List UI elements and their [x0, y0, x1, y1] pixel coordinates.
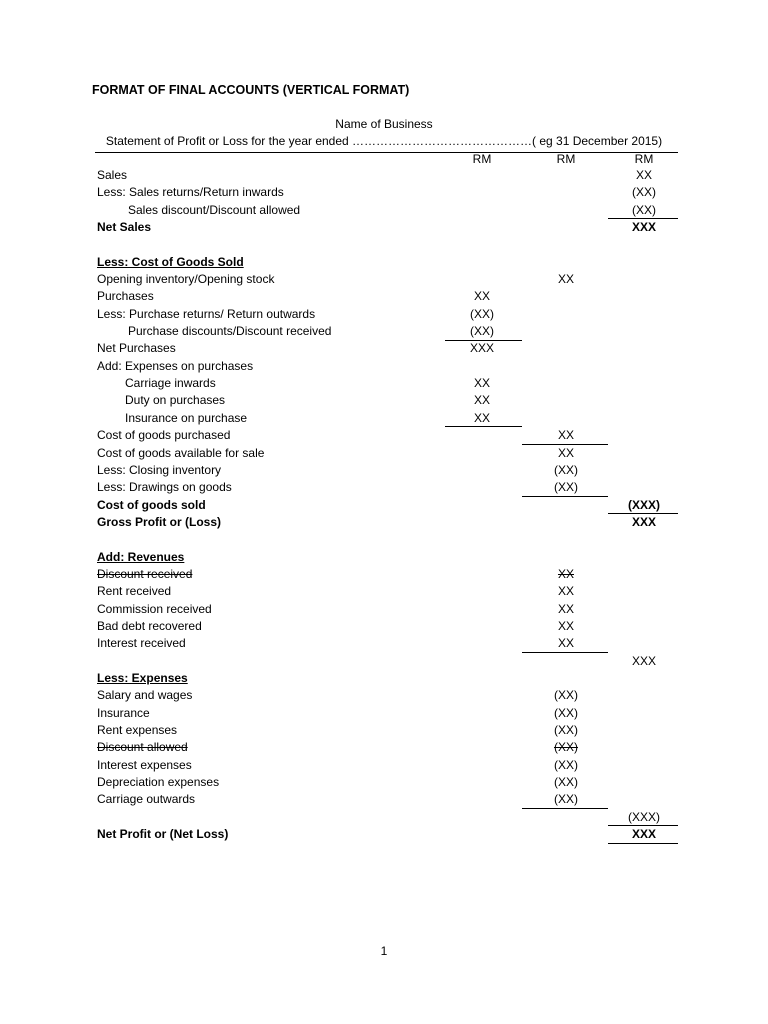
statement-row [0, 531, 768, 548]
statement-row [0, 427, 768, 444]
row-label: Cost of goods sold [97, 497, 206, 512]
statement-row [0, 167, 768, 184]
amount-col-1: XXX [469, 341, 494, 356]
statement-row [0, 271, 768, 288]
statement-row [0, 254, 768, 271]
amount-col-2: XX [557, 428, 574, 443]
statement-row [0, 497, 768, 514]
statement-row [0, 757, 768, 774]
row-label: Less: Closing inventory [97, 462, 222, 477]
row-label: Discount allowed [97, 740, 188, 755]
row-label: Less: Purchase returns/ Return outwards [97, 306, 316, 321]
amount-col-3: XXX [631, 827, 656, 842]
row-label: Sales [97, 168, 128, 182]
amount-col-1: XX [473, 410, 490, 425]
row-label: Net Profit or (Net Loss) [97, 827, 229, 842]
statement-row [0, 236, 768, 253]
row-label: Bad debt recovered [97, 618, 202, 633]
amount-col-3: XXX [631, 514, 656, 529]
statement-row [0, 670, 768, 687]
row-label: Depreciation expenses [97, 775, 220, 790]
statement-row [0, 826, 768, 843]
amount-col-3: (XXX) [627, 809, 660, 824]
statement-row [0, 410, 768, 427]
statement-row [0, 809, 768, 826]
amount-col-1: XX [473, 393, 490, 408]
amount-col-2: XX [557, 636, 574, 651]
statement-row [0, 288, 768, 305]
amount-col-1: XX [473, 289, 490, 304]
column-header-rm-3: RM [634, 152, 654, 166]
statement-row [0, 323, 768, 340]
row-label: Less: Sales returns/Return inwards [97, 185, 284, 200]
amount-col-2: (XX) [554, 462, 578, 477]
statement-row [0, 462, 768, 479]
row-label: Discount received [97, 566, 193, 581]
statement-row [0, 306, 768, 323]
statement-row [0, 739, 768, 756]
row-label: Cost of goods available for sale [97, 445, 265, 460]
amount-col-2: XX [557, 272, 574, 287]
row-label: Add: Expenses on purchases [97, 358, 254, 373]
row-label: Carriage inwards [125, 376, 216, 391]
row-label: Rent received [97, 584, 172, 599]
statement-row [0, 653, 768, 670]
row-label: Interest received [97, 636, 186, 651]
statement-row [0, 774, 768, 791]
row-label: Less: Drawings on goods [97, 480, 232, 495]
amount-col-2: (XX) [554, 775, 578, 790]
row-label: Sales discount/Discount allowed [128, 202, 301, 217]
amount-col-2: (XX) [554, 688, 578, 703]
column-header-rm-1: RM [472, 152, 492, 166]
row-label: Insurance [97, 705, 150, 720]
row-label: Net Purchases [97, 341, 176, 356]
row-label: Opening inventory/Opening stock [97, 272, 275, 287]
header-rule [95, 152, 678, 153]
statement-row [0, 549, 768, 566]
statement-row [0, 601, 768, 618]
amount-col-3: (XX) [632, 202, 656, 217]
amount-col-1: (XX) [470, 306, 494, 321]
statement-rows [0, 167, 768, 843]
statement-row [0, 375, 768, 392]
amount-col-3: (XXX) [627, 497, 660, 512]
row-label: Purchase discounts/Discount received [128, 324, 332, 339]
row-label: Duty on purchases [125, 393, 226, 408]
statement-row [0, 392, 768, 409]
column-header-rm-2: RM [556, 152, 576, 166]
statement-row [0, 219, 768, 236]
row-label: Interest expenses [97, 757, 192, 772]
statement-row [0, 566, 768, 583]
amount-col-2: (XX) [554, 792, 578, 807]
statement-row [0, 705, 768, 722]
row-label: Purchases [97, 289, 154, 304]
statement-row [0, 687, 768, 704]
row-label: Salary and wages [97, 688, 193, 703]
statement-row [0, 358, 768, 375]
statement-row [0, 722, 768, 739]
row-label: Rent expenses [97, 723, 178, 737]
amount-col-2: (XX) [554, 480, 578, 495]
row-label: Less: Cost of Goods Sold [97, 254, 244, 269]
amount-col-3: (XX) [632, 185, 656, 200]
statement-row [0, 479, 768, 496]
amount-col-1: (XX) [470, 324, 494, 339]
statement-row [0, 514, 768, 531]
statement-row [0, 184, 768, 201]
amount-col-2: (XX) [554, 740, 578, 755]
statement-row [0, 583, 768, 600]
row-label: Insurance on purchase [125, 410, 248, 425]
amount-col-2: XX [557, 601, 574, 616]
row-label: Cost of goods purchased [97, 428, 231, 443]
amount-col-2: XX [557, 566, 574, 581]
statement-row [0, 635, 768, 652]
amount-col-2: XX [557, 445, 574, 460]
statement-title: Statement of Profit or Loss for the year ended ………………………………………( eg 31 December 2015) [105, 134, 663, 148]
statement-row [0, 202, 768, 219]
row-label: Carriage outwards [97, 792, 196, 807]
subtotal-rule [608, 843, 678, 844]
amount-col-2: XX [557, 618, 574, 633]
amount-col-1: XX [473, 376, 490, 391]
statement-row [0, 618, 768, 635]
row-label: Commission received [97, 601, 212, 616]
row-label: Gross Profit or (Loss) [97, 514, 222, 529]
amount-col-3: XXX [631, 220, 656, 235]
amount-col-2: (XX) [554, 723, 578, 737]
document-title: FORMAT OF FINAL ACCOUNTS (VERTICAL FORMAT) [92, 83, 410, 97]
row-label: Add: Revenues [97, 549, 185, 564]
statement-row [0, 340, 768, 357]
business-name: Name of Business [335, 117, 433, 131]
statement-row [0, 445, 768, 462]
row-label: Net Sales [97, 220, 152, 235]
amount-col-2: (XX) [554, 757, 578, 772]
row-label: Less: Expenses [97, 670, 188, 685]
amount-col-3: XXX [631, 653, 656, 668]
amount-col-2: (XX) [554, 705, 578, 720]
amount-col-2: XX [557, 584, 574, 599]
amount-col-3: XX [635, 168, 652, 182]
statement-row [0, 791, 768, 808]
page-number: 1 [380, 944, 388, 958]
